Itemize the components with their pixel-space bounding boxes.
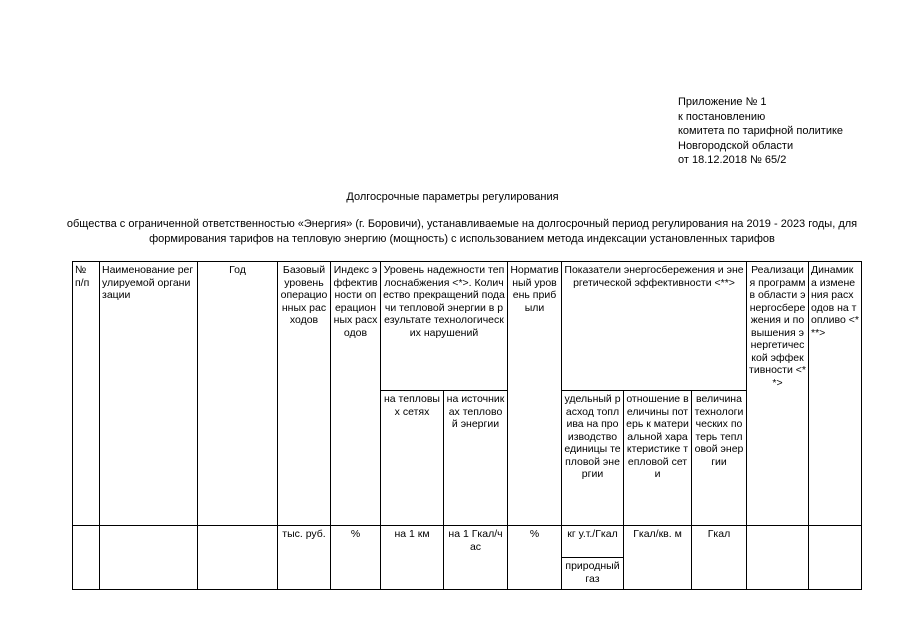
subheader-networks: на тепловых сетях	[381, 391, 444, 526]
unit-sources: на 1 Гкал/час	[444, 526, 508, 558]
unit-tech-losses: Гкал	[692, 526, 747, 558]
unit-networks: на 1 км	[381, 526, 444, 558]
fuel-type: природный газ	[562, 558, 624, 590]
cell-num	[73, 526, 100, 590]
cell-tech-losses	[692, 558, 747, 590]
cell-networks	[381, 558, 444, 590]
subheader-sources: на источниках тепловой энергии	[444, 391, 508, 526]
header-year: Год	[198, 262, 278, 526]
appendix-line: от 18.12.2018 № 65/2	[678, 154, 787, 166]
header-num: № п/п	[73, 262, 100, 526]
subheader-loss-ratio: отношение величины потерь к материальной характеристике тепловой сети	[624, 391, 692, 526]
header-reliability: Уровень надежности теплоснабжения <*>. Количество прекращений подачи тепловой энергии в результате технологических нарушений	[381, 262, 508, 391]
unit-efficiency-index: %	[331, 526, 381, 558]
cell-fuel-dynamics	[809, 526, 862, 590]
cell-loss-ratio	[624, 558, 692, 590]
unit-profit: %	[508, 526, 562, 558]
cell-organization	[100, 526, 198, 590]
cell-year	[198, 526, 278, 590]
unit-loss-ratio: Гкал/кв. м	[624, 526, 692, 558]
unit-specific-fuel: кг у.т./Гкал	[562, 526, 624, 558]
cell-base-opex	[278, 558, 331, 590]
header-programs: Реализация программ в области энергосбережения и повышения энергетической эффективности <**>	[747, 262, 809, 526]
cell-profit	[508, 558, 562, 590]
unit-base-opex: тыс. руб.	[278, 526, 331, 558]
cell-efficiency-index	[331, 558, 381, 590]
appendix-line: комитета по тарифной политике	[678, 125, 844, 137]
parameters-table	[72, 261, 862, 590]
document-subtitle: общества с ограниченной ответственностью «Энергия» (г. Боровичи), устанавливаемые на долгосрочный период регулирования на 2019 - 2023 годы, для формирования тарифов на тепловую энергию (мощность) с использованием метода индексации установленных тарифов	[66, 218, 858, 245]
appendix-block	[678, 95, 843, 168]
header-profit: Нормативный уровень прибыли	[508, 262, 562, 526]
cell-sources	[444, 558, 508, 590]
header-efficiency-index: Индекс эффективности операционных расходов	[331, 262, 381, 526]
subheader-tech-losses: величина технологических потерь тепловой энергии	[692, 391, 747, 526]
cell-programs	[747, 526, 809, 590]
appendix-line: к постановлению	[678, 110, 766, 123]
document-title: Долгосрочные параметры регулирования	[346, 191, 559, 203]
subheader-specific-fuel: удельный расход топлива на производство единицы тепловой энергии	[562, 391, 624, 526]
appendix-line: Приложение № 1	[678, 96, 767, 108]
header-base-opex: Базовый уровень операционных расходов	[278, 262, 331, 526]
appendix-line: Новгородской области	[678, 139, 794, 152]
header-organization: Наименование регулируемой организации	[100, 262, 198, 526]
header-efficiency-indicators: Показатели энергосбережения и энергетической эффективности <**>	[562, 262, 747, 391]
header-fuel-dynamics: Динамика изменения расходов на топливо <***>	[809, 262, 862, 526]
